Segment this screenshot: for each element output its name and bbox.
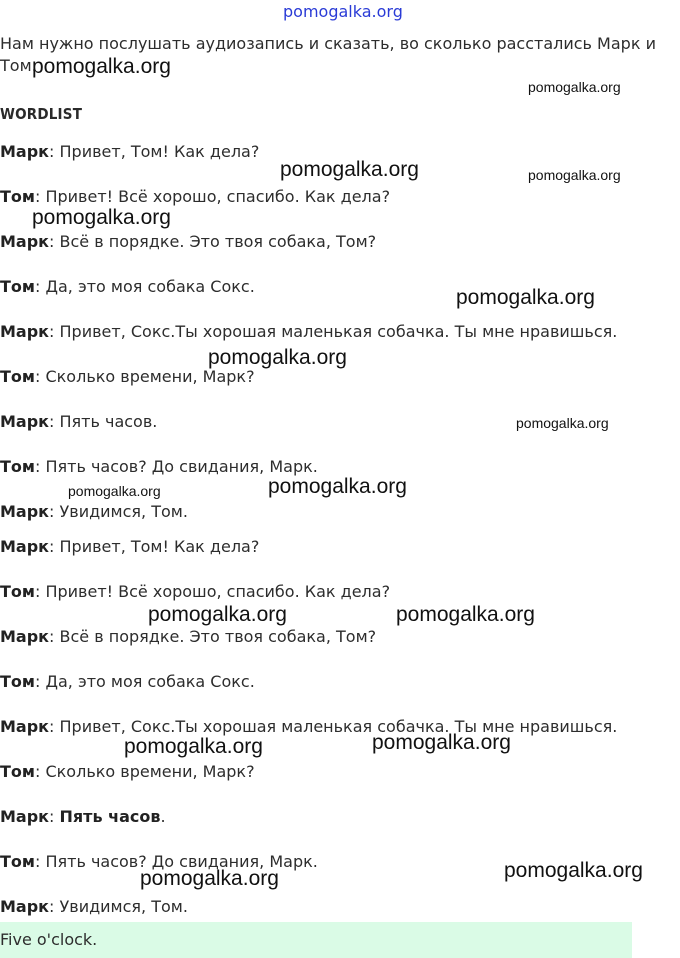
dialogue-line (0, 457, 318, 477)
watermark: pomogalka.org (504, 859, 643, 882)
dialogue-line (0, 762, 255, 782)
speaker-name: Том (0, 852, 35, 871)
line-text: : Всё в порядке. Это твоя собака, Том? (49, 232, 377, 251)
watermark: pomogalka.org (148, 603, 287, 626)
dialogue-line (0, 367, 255, 387)
watermark: pomogalka.org (396, 603, 535, 626)
speaker-name: Марк (0, 627, 50, 646)
line-text: : Привет, Том! Как дела? (49, 142, 260, 161)
line-text: : Сколько времени, Марк? (34, 367, 255, 386)
line-text: : Да, это моя собака Сокс. (34, 672, 255, 691)
dialogue-line (0, 672, 255, 692)
dialogue-line (0, 807, 166, 827)
line-text: : Пять часов. (49, 412, 158, 431)
answer-text: Five o'clock. (0, 930, 98, 949)
line-text: : Увидимся, Том. (49, 897, 188, 916)
dialogue-line (0, 717, 617, 737)
intro-text: Нам нужно послушать аудиозапись и сказать, во сколько расстались Марк и Том. (0, 34, 656, 75)
speaker-name: Том (0, 367, 35, 386)
speaker-name: Том (0, 672, 35, 691)
speaker-name: Марк (0, 322, 50, 341)
watermark: pomogalka.org (516, 415, 609, 431)
speaker-name: Марк (0, 537, 50, 556)
dialogue-line (0, 582, 390, 602)
dialogue-line (0, 537, 259, 557)
watermark: pomogalka.org (32, 206, 171, 229)
dialogue-line (0, 412, 157, 432)
line-text: : (49, 807, 60, 826)
highlighted-answer: Пять часов (59, 807, 161, 826)
speaker-name: Марк (0, 502, 50, 521)
line-text: : Да, это моя собака Сокс. (34, 277, 255, 296)
line-text: : Привет, Сокс.Ты хорошая маленькая собачка. Ты мне нравишься. (49, 322, 618, 341)
speaker-name: Марк (0, 807, 50, 826)
watermark: pomogalka.org (372, 731, 511, 754)
dialogue-line (0, 277, 255, 297)
line-text: : Всё в порядке. Это твоя собака, Том? (49, 627, 377, 646)
speaker-name: Марк (0, 717, 50, 736)
speaker-name: Том (0, 277, 35, 296)
dialogue-line (0, 322, 617, 342)
watermark: pomogalka.org (528, 79, 621, 95)
watermark: pomogalka.org (32, 55, 171, 78)
speaker-name: Том (0, 762, 35, 781)
dialogue-line (0, 502, 188, 522)
dialogue-line (0, 232, 376, 252)
line-text: : Пять часов? До свидания, Марк. (34, 457, 318, 476)
line-text-after: . (160, 807, 166, 826)
dialogue-line (0, 142, 259, 162)
speaker-name: Марк (0, 412, 50, 431)
speaker-name: Том (0, 582, 35, 601)
watermark: pomogalka.org (140, 867, 279, 890)
line-text: : Увидимся, Том. (49, 502, 188, 521)
dialogue-line (0, 187, 390, 207)
speaker-name: Том (0, 187, 35, 206)
line-text: : Пять часов? До свидания, Марк. (34, 852, 318, 871)
watermark: pomogalka.org (68, 483, 161, 499)
watermark: pomogalka.org (208, 346, 347, 369)
watermark: pomogalka.org (528, 167, 621, 183)
line-text: : Сколько времени, Марк? (34, 762, 255, 781)
watermark: pomogalka.org (456, 286, 595, 309)
line-text: : Привет, Сокс.Ты хорошая маленькая собачка. Ты мне нравишься. (49, 717, 618, 736)
answer-box (0, 922, 632, 958)
watermark: pomogalka.org (268, 475, 407, 498)
top-watermark: pomogalka.org (283, 2, 403, 21)
line-text: : Привет! Всё хорошо, спасибо. Как дела? (34, 187, 391, 206)
speaker-name: Марк (0, 142, 50, 161)
line-text: : Привет, Том! Как дела? (49, 537, 260, 556)
wordlist-heading: WORDLIST (0, 105, 83, 123)
speaker-name: Марк (0, 897, 50, 916)
watermark: pomogalka.org (280, 158, 419, 181)
speaker-name: Марк (0, 232, 50, 251)
dialogue-line (0, 627, 376, 647)
watermark: pomogalka.org (124, 735, 263, 758)
speaker-name: Том (0, 457, 35, 476)
dialogue-line (0, 897, 188, 917)
line-text: : Привет! Всё хорошо, спасибо. Как дела? (34, 582, 391, 601)
